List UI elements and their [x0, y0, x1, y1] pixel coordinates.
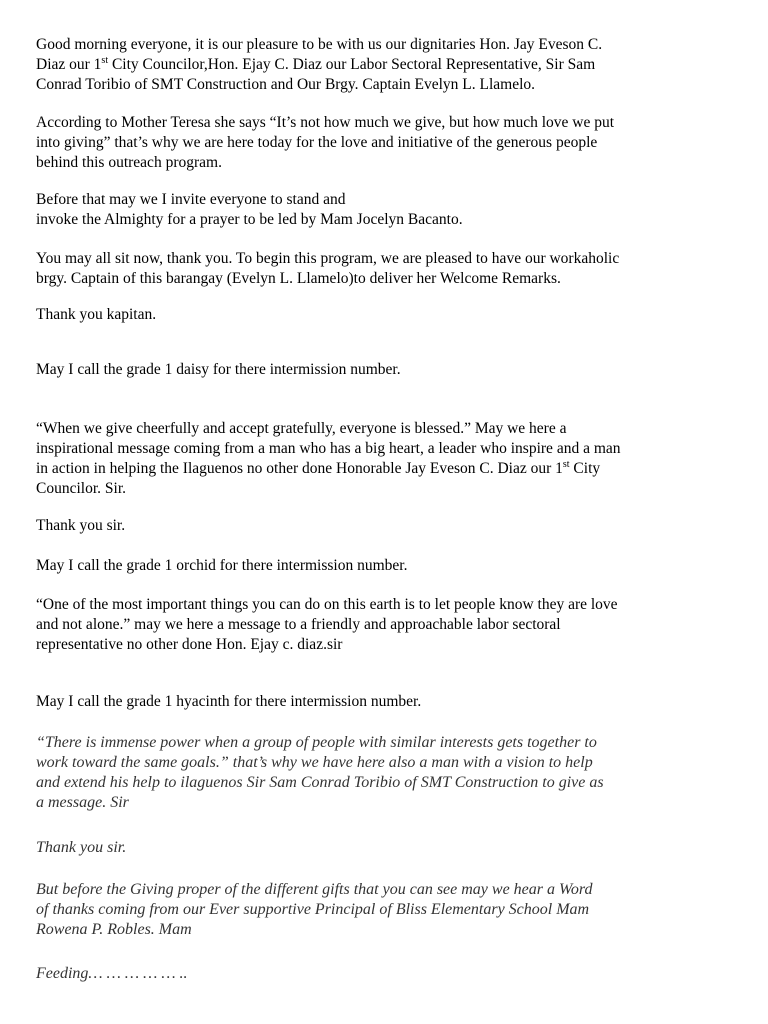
feeding-line: [36, 964, 188, 984]
text-line: work toward the same goals.” that’s why we have here also a man with a vision to help: [36, 754, 593, 771]
text-line: Thank you kapitan.: [36, 306, 157, 323]
text-line: “One of the most important things you can do on this earth is to let people know they are love: [36, 596, 618, 613]
text-line: Feeding… … … … … ..: [36, 965, 188, 982]
text-line: Before that may we I invite everyone to stand and: [36, 191, 346, 208]
welcome-remarks-paragraph: [36, 249, 619, 289]
councilor-message-paragraph: [36, 419, 621, 499]
text-line: “When we give cheerfully and accept gratefully, everyone is blessed.” May we here a: [36, 420, 567, 437]
text-line: a message. Sir: [36, 794, 129, 811]
mother-teresa-paragraph: [36, 113, 614, 173]
prayer-paragraph: [36, 190, 463, 230]
text-line: [36, 459, 621, 479]
ordinal-suffix: st: [101, 54, 109, 66]
text-line: inspirational message coming from a man who has a big heart, a leader who inspire and a man: [36, 440, 621, 457]
text-line: Conrad Toribio of SMT Construction and Our Brgy. Captain Evelyn L. Llamelo.: [36, 76, 536, 93]
daisy-intermission: [36, 360, 401, 380]
smt-message-paragraph: [36, 733, 604, 813]
text-line: “There is immense power when a group of people with similar interests gets together to: [36, 734, 597, 751]
text-line: But before the Giving proper of the different gifts that you can see may we hear a Word: [36, 881, 593, 898]
text-line: May I call the grade 1 daisy for there intermission number.: [36, 361, 401, 378]
text-line: and not alone.” may we here a message to a friendly and approachable labor sectoral: [36, 616, 561, 633]
text-line: You may all sit now, thank you. To begin this program, we are pleased to have our workaholic: [36, 250, 620, 267]
text-line: Thank you sir.: [36, 839, 127, 856]
text-fragment: City: [569, 460, 601, 477]
text-fragment: City Councilor,Hon. Ejay C. Diaz our Labor Sectoral Representative, Sir Sam: [108, 56, 596, 73]
text-line: [36, 55, 602, 75]
text-line: Good morning everyone, it is our pleasure to be with us our dignitaries Hon. Jay Eveson C.: [36, 36, 603, 53]
text-fragment: Diaz our 1: [36, 56, 102, 73]
principal-thanks-paragraph: [36, 880, 593, 940]
text-line: representative no other done Hon. Ejay c. diaz.sir: [36, 636, 343, 653]
hyacinth-intermission: [36, 692, 421, 712]
greeting-paragraph: [36, 35, 602, 95]
thank-you-sir-2: [36, 838, 126, 858]
text-line: invoke the Almighty for a prayer to be led by Mam Jocelyn Bacanto.: [36, 211, 463, 228]
text-line: Councilor. Sir.: [36, 480, 126, 497]
text-line: into giving” that’s why we are here today for the love and initiative of the generous people: [36, 134, 598, 151]
thank-you-kapitan: [36, 305, 156, 325]
thank-you-sir-1: [36, 516, 125, 536]
text-line: of thanks coming from our Ever supportive Principal of Bliss Elementary School Mam: [36, 901, 590, 918]
text-line: Rowena P. Robles. Mam: [36, 921, 192, 938]
text-line: behind this outreach program.: [36, 154, 222, 171]
text-line: and extend his help to ilaguenos Sir Sam Conrad Toribio of SMT Construction to give as: [36, 774, 604, 791]
text-line: brgy. Captain of this barangay (Evelyn L. Llamelo)to deliver her Welcome Remarks.: [36, 270, 561, 287]
text-line: May I call the grade 1 hyacinth for there intermission number.: [36, 693, 422, 710]
orchid-intermission: [36, 556, 407, 576]
text-fragment: in action in helping the Ilaguenos no other done Honorable Jay Eveson C. Diaz our 1: [36, 460, 563, 477]
ordinal-suffix: st: [562, 458, 570, 470]
text-line: Thank you sir.: [36, 517, 126, 534]
text-line: According to Mother Teresa she says “It’s not how much we give, but how much love we put: [36, 114, 615, 131]
labor-rep-message-paragraph: [36, 595, 618, 655]
text-line: May I call the grade 1 orchid for there intermission number.: [36, 557, 408, 574]
